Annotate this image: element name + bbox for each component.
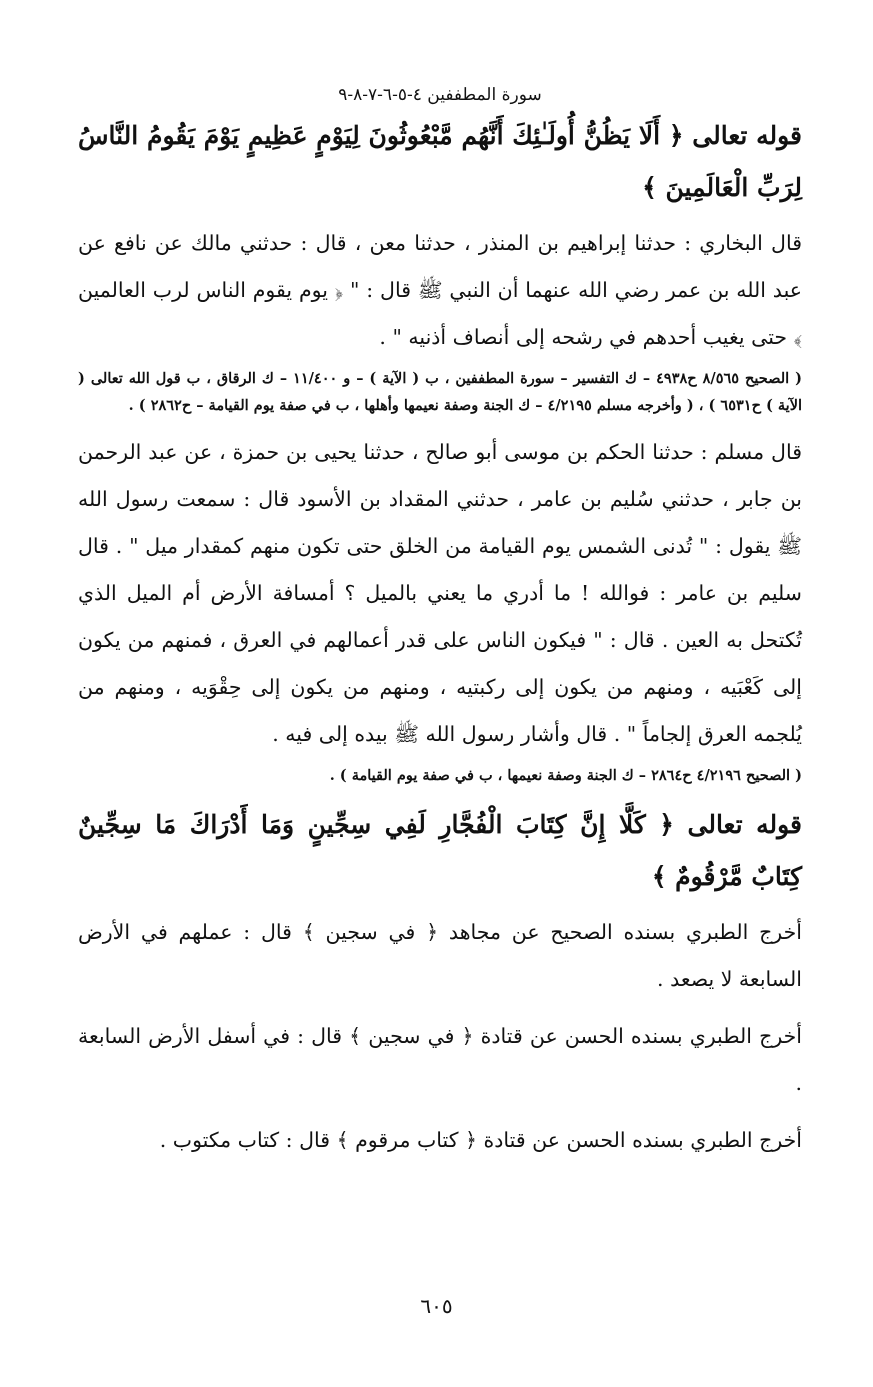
tabari-qatada-2: أخرج الطبري بسنده الحسن عن قتادة ﴿ كتاب مرقوم ﴾ قال : كتاب مكتوب .: [159, 1128, 802, 1152]
tabari-mujahid: أخرج الطبري بسنده الصحيح عن مجاهد ﴿ في سجين ﴾ قال : عملهم في الأرض السابعة لا يصعد .: [78, 920, 802, 991]
page-number: ٦٠٥: [420, 1294, 453, 1318]
tabari-qatada-1: أخرج الطبري بسنده الحسن عن قتادة ﴿ في سجين ﴾ قال : في أسفل الأرض السابعة .: [78, 1024, 802, 1095]
page-body: [78, 84, 802, 1168]
hadith-muslim: قال مسلم : حدثنا الحكم بن موسى أبو صالح ، حدثنا يحيى بن حمزة ، عن عبد الرحمن بن جابر ، حدثني سُليم بن عامر ، حدثني المقداد بن الأسود قال : سمعت رسول الله ﷺ يقول : " تُدنى الشمس يوم القيامة من الخلق حتى تكون منهم كمقدار ميل " . قال سليم بن عامر : فوالله ! ما أدري ما يعني بالميل ؟ أمسافة الأرض أم الميل الذي تُكتحل به العين . قال : " فيكون الناس على قدر أعمالهم في العرق ، فمنهم من يكون إلى كَعْبَيه ، ومنهم من يكون إلى ركبتيه ، ومنهم من يكون إلى حِقْوَيه ، ومنهم من يُلجمه العرق إلجاماً " . قال وأشار رسول الله ﷺ بيده إلى فيه .: [78, 440, 802, 746]
verse-heading-1: قوله تعالى ﴿ أَلَا يَظُنُّ أُولَـٰئِكَ أَنَّهُم مَّبْعُوثُونَ لِيَوْمٍ عَظِيمٍ يَوْمَ يَقُومُ النَّاسُ لِرَبِّ الْعَالَمِينَ ﴾: [78, 121, 802, 202]
running-header: سورة المطففين ٤-٥-٦-٧-٨-٩: [338, 85, 542, 105]
reference-note-2: ( الصحيح ٤/٢١٩٦ ح٢٨٦٤ – ك الجنة وصفة نعيمها ، ب في صفة يوم القيامة ) .: [329, 767, 802, 784]
verse-heading-2: قوله تعالى ﴿ كَلَّا إِنَّ كِتَابَ الْفُجَّارِ لَفِي سِجِّينٍ وَمَا أَدْرَاكَ مَا سِجِّينٌ كِتَابٌ مَّرْقُومٌ ﴾: [78, 810, 802, 891]
hadith-bukhari: قال البخاري : حدثنا إبراهيم بن المنذر ، حدثنا معن ، قال : حدثني مالك عن نافع عن عبد الله بن عمر رضي الله عنهما أن النبي ﷺ قال : " ﴿ يوم يقوم الناس لرب العالمين ﴾ حتى يغيب أحدهم في رشحه إلى أنصاف أذنيه " .: [78, 231, 802, 349]
reference-note-1: ( الصحيح ٨/٥٦٥ ح٤٩٣٨ – ك التفسير – سورة المطففين ، ب ( الآية ) – و ١١/٤٠٠ – ك الرقاق ، ب قول الله تعالى ( الآية ) ح٦٥٣١ ) ، ( وأخرجه مسلم ٤/٢١٩٥ – ك الجنة وصفة نعيمها وأهلها ، ب في صفة يوم القيامة – ح٢٨٦٢ ) .: [78, 370, 802, 414]
